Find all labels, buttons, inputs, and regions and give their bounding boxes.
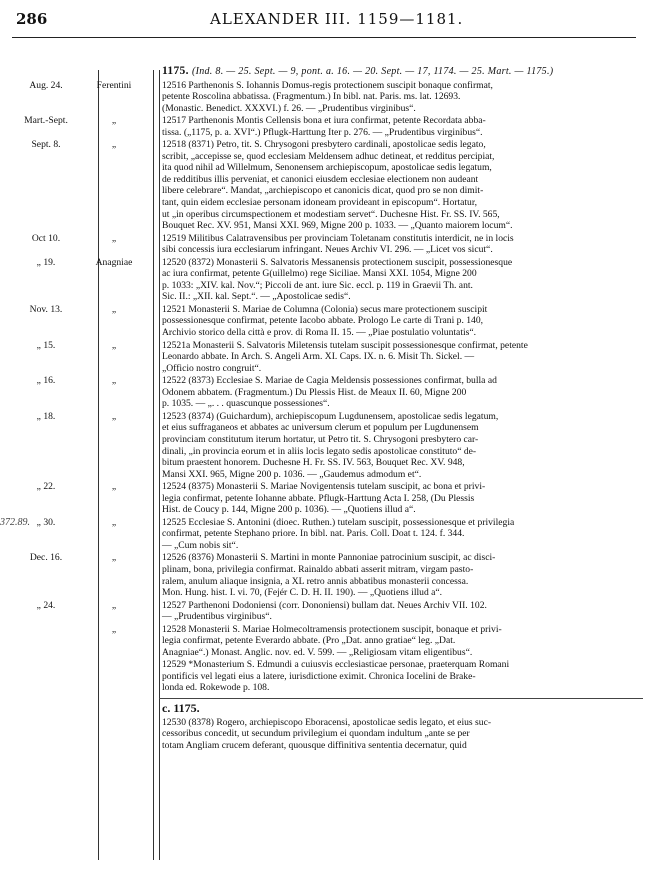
entry-text	[162, 304, 640, 339]
running-title: ALEXANDER III. 1159—1181.	[210, 10, 464, 28]
entry-place: „	[111, 599, 117, 611]
entry-date: „ 15.	[36, 339, 56, 351]
entry-place: „	[111, 115, 117, 127]
entry-line: 12521a Monasterii S. Salvatoris Miletensis tutelam suscipit possessionesque confirmat, petente	[162, 339, 528, 351]
entry-line: 12529 *Monasterium S. Edmundi a cuiusvis ecclesiasticae personae, praeterquam Romani	[162, 659, 510, 671]
year-heading-year: 1175.	[162, 65, 189, 77]
entry-text	[162, 481, 640, 516]
entry	[24, 115, 640, 138]
entry-text	[162, 80, 640, 115]
entry-date: „ 19.	[36, 256, 56, 268]
entry-place: „	[111, 516, 117, 528]
entry-line: 12519 Militibus Calatravensibus per provinciam Toletanam constitutis interdicit, ne in locis	[162, 232, 514, 244]
entry	[36, 375, 640, 410]
sub-heading: c. 1175.	[162, 700, 200, 715]
entry-line: legia confirmat, petente Iohanne abbate. Pflugk-Harttung Acta I. 258, (Du Plessis	[162, 492, 475, 504]
entry-text	[162, 517, 640, 552]
entry-line: Mansi XXI. 965, Migne 200 p. 1036. — „Gaudemus admodum et“.	[162, 468, 422, 480]
entry-line: tissa. („1175, p. a. XVI“.) Pflugk-Harttung Iter p. 276. — „Prudentibus virginibus“.	[162, 126, 483, 138]
entry-text	[162, 340, 640, 375]
entry-line: 12523 (8374) (Guichardum), archiepiscopum Lugdunensem, apostolicae sedis legatum,	[162, 410, 499, 422]
entry-text	[162, 375, 640, 410]
year-heading	[162, 66, 640, 78]
entry-text	[162, 139, 640, 231]
entry-line: sibi concessis iura ecclesiarum infringant. Neues Archiv VI. 296. — „Licet vos sicut“.	[162, 244, 493, 256]
entry	[36, 339, 640, 375]
entry-place: „	[111, 139, 117, 151]
entry-date: „ 16.	[36, 375, 56, 387]
entry-line: p. 1033: „XIV. kal. Nov.“; Piccoli de ant. iure Sic. eccl. p. 119 in Graevii Th. ant.	[162, 279, 473, 291]
entry-line: provinciam constitutum iterum hortatur, ut Petro tit. S. Chrysogoni presbytero car-	[162, 433, 479, 445]
entry-line: „Officio nostro congruit“.	[162, 362, 262, 374]
entry-line: de redditibus illis perveniat, et canonici eiusdem ecclesiae electionem non audeant	[162, 173, 479, 185]
entry-line: Bouquet Rec. XV. 951, Mansi XXI. 969, Migne 200 p. 1033. — „Quanto maiorem locum“.	[162, 220, 513, 232]
entry	[31, 139, 640, 232]
entry	[29, 552, 640, 599]
entry-line: ita quod nihil ad Willelmum, Senonensem archiepiscopum, apostolicae sedis legatum,	[162, 162, 492, 174]
entry-line: 12518 (8371) Petro, tit. S. Chrysogoni presbytero cardinali, apostolicae sedis legato,	[162, 139, 486, 151]
entry-place: „	[111, 375, 117, 387]
entry-line: Anagniae“.) Monast. Anglic. nov. ed. V. 599. — „Religiosam vitam eligentibus“.	[162, 646, 473, 658]
section-rule	[159, 698, 643, 699]
entry-line: 12521 Monasterii S. Mariae de Columna (Colonia) secus mare protectionem suscipit	[162, 303, 488, 315]
entry-date: Aug. 24.	[29, 79, 63, 91]
header-rule	[12, 37, 636, 38]
running-header	[12, 6, 636, 32]
entry-line: cessoribus concedit, ut secundum privilegium ei quondam indultum „ante se per	[162, 728, 470, 740]
entry-line: petente Roscolina abbatissa. (Fragmentum.) In bibl. nat. Paris. ms. lat. 12693.	[162, 91, 461, 103]
entry-line: 12517 Parthenonis Montis Cellensis bona et iura confirmat, petente Recordata abba-	[162, 115, 486, 127]
entry-line: 12524 (8375) Monasterii S. Mariae Novigentensis tutelam suscipit, ac bona et privi-	[162, 481, 486, 493]
entry-line: possessionesque confirmat, petente Iacobo abbate. Prologo Le carte di Trani p. 140,	[162, 315, 484, 327]
entry-text	[162, 624, 640, 659]
entry-text	[162, 659, 640, 694]
entry-place: „	[111, 623, 117, 635]
entry	[36, 599, 640, 623]
entry-text	[162, 552, 640, 598]
handwritten-margin-note: 372.89.	[0, 516, 30, 528]
entry-line: Leonardo abbate. In Arch. S. Angeli Arm. XI. Caps. IX. n. 6. Misit Th. Sickel. —	[162, 351, 475, 363]
entry-place: Anagniae	[95, 256, 133, 268]
entry-list	[0, 79, 640, 694]
entry-text	[162, 233, 640, 256]
entry-line: Sic. II.: „XII. kal. Sept.“. — „Apostolicae sedis“.	[162, 291, 351, 303]
entry	[36, 481, 640, 516]
entry-line: ac iura confirmat, petente G(uillelmo) rege Siciliae. Mansi XXI. 1054, Migne 200	[162, 268, 477, 280]
entry-line: Mon. Hung. hist. I. vi. 70, (Fejér C. D. H. II. 190). — „Quotiens illud a“.	[162, 587, 443, 599]
entry-line: — „Cum nobis sit“.	[162, 539, 239, 551]
entry-line: confirmat, petente Stephano priore. In bibl. nat. Paris. Coll. Doat t. 124. f. 344.	[162, 528, 465, 540]
entry-line: legia confirmat, petente Everardo abbate. (Pro „Dat. anno gratiae“ leg. „Dat.	[162, 635, 456, 647]
entry-place: „	[111, 232, 117, 244]
entry	[36, 256, 640, 303]
entry-line: ralem, anulum aliaque insignia, a XL retro annis abbatibus monasterii concessa.	[162, 575, 469, 587]
entry-place: „	[111, 410, 117, 422]
entry-line: totam Angliam crucem deferant, quousque diffinitiva sententia decernatur, quid	[162, 739, 467, 751]
entry-place: „	[111, 481, 117, 493]
entry-text	[162, 257, 640, 303]
entry	[111, 623, 640, 659]
entry-place: Ferentini	[96, 79, 132, 91]
entry-place: „	[111, 339, 117, 351]
entry-line: 12525 Ecclesiae S. Antonini (dioec. Ruthen.) tutelam suscipit, possessionesque et privilegia	[162, 516, 515, 528]
entry-line: 12522 (8373) Ecclesiae S. Mariae de Cagia Meldensis possessiones confirmat, bulla ad	[162, 375, 497, 387]
entry	[36, 410, 640, 480]
entry-date: „ 22.	[36, 481, 56, 493]
entry-place: „	[111, 552, 117, 564]
entry-line: libere celebrare“. Mandat, „archiepiscopo et canonicis dicat, quod pro se non dimit-	[162, 185, 484, 197]
entry-line: — „Prudentibus virginibus“.	[162, 611, 272, 623]
entry-line: et eius suffraganeos et abbates ac universum clerum et populum per Lugdunensem	[162, 422, 479, 434]
entry-line: pontificis vel legati eius a latere, iurisdictione eximit. Chronica Iocelini de Brake-	[162, 670, 476, 682]
entry-line: tant, quin eidem ecclesiae personam idoneam provideant in episcopum“. Hortatur,	[162, 197, 478, 209]
entry-line: bitum praestent honorem. Duchesne H. Fr. SS. IV. 563, Bouquet Rec. XV. 948,	[162, 457, 465, 469]
entry-line: p. 1035. — „. . . quascunque possessiones“.	[162, 398, 330, 410]
entry	[29, 79, 640, 115]
entry	[29, 303, 640, 339]
entry-line: 12526 (8376) Monasterii S. Martini in monte Pannoniae patrocinium suscipit, ac disci-	[162, 552, 496, 564]
column-divider-text	[159, 70, 160, 860]
entry-line: 12520 (8372) Monasterii S. Salvatoris Messanensis protectionem suscipit, possessionesque	[162, 256, 513, 268]
entry-date: Sept. 8.	[31, 139, 61, 151]
final-entry-text	[162, 717, 640, 752]
entry-line: dinali, „in provincia eorum et in aliis locis legato sedis apostolicae constituto“ de-	[162, 445, 477, 457]
entry-place: „	[111, 303, 117, 315]
regesta-text	[0, 65, 640, 752]
entry	[0, 516, 640, 552]
entry-date: Mart.-Sept.	[24, 115, 68, 127]
entry-date: Oct 10.	[31, 232, 61, 244]
entry-line: 12527 Parthenoni Dodoniensi (corr. Dononiensi) bullam dat. Neues Archiv VII. 102.	[162, 599, 487, 611]
entry-date: „ 30.	[36, 516, 56, 528]
entry-line: (Monastic. Benedict. XXXVI.) f. 26. — „Prudentibus virginibus“.	[162, 102, 416, 114]
page-number: 286	[16, 10, 48, 28]
entry-line: 12530 (8378) Rogero, archiepiscopo Eboracensi, apostolicae sedis legato, et eius suc-	[162, 716, 492, 728]
column-divider-place	[153, 70, 154, 860]
entry-text	[162, 600, 640, 623]
entry-line: plinam, bona, privilegia confirmat. Rainaldo abbati asserit mitram, virgam pasto-	[162, 563, 474, 575]
entry-line: scribit, „accepisse se, quod ecclesiam Meldensem adhuc detineat, et redditus percipiat,	[162, 150, 495, 162]
entry-line: londa ed. Rokewode p. 108.	[162, 682, 270, 694]
entry-text	[162, 411, 640, 480]
entry-line: 12516 Parthenonis S. Iohannis Domus-regis protectionem suscipit bonaque confirmat,	[162, 79, 493, 91]
entry	[31, 232, 640, 256]
entry-text	[162, 115, 640, 138]
year-heading-indiction: (Ind. 8. — 25. Sept. — 9, pont. a. 16. — 20. Sept. — 17, 1174. — 25. Mart. — 1175.)	[191, 66, 554, 77]
entry-line: Archivio storico della città e prov. di Roma II. 15. — „Piae postulatio voluntatis“.	[162, 327, 477, 339]
entry-line: ut „in operibus circumspectionem et modestiam servet“. Duchesne Hist. Fr. SS. IV. 565,	[162, 208, 500, 220]
final-entry	[162, 717, 640, 752]
column-divider-date	[98, 70, 99, 860]
entry-date: „ 18.	[36, 410, 56, 422]
entry-date: Nov. 13.	[29, 303, 63, 315]
entry	[162, 659, 640, 694]
entry-line: Hist. de Coucy p. 144, Migne 200 p. 1036). — „Quotiens illud a“.	[162, 504, 416, 516]
entry-date: „ 24.	[36, 599, 56, 611]
entry-line: 12528 Monasterii S. Mariae Holmecoltramensis protectionem suscipit, bonaque et privi-	[162, 623, 502, 635]
entry-date: Dec. 16.	[29, 552, 63, 564]
entry-line: Odonem abbatem. (Fragmentum.) Du Plessis Hist. de Meaux II. 60, Migne 200	[162, 386, 467, 398]
